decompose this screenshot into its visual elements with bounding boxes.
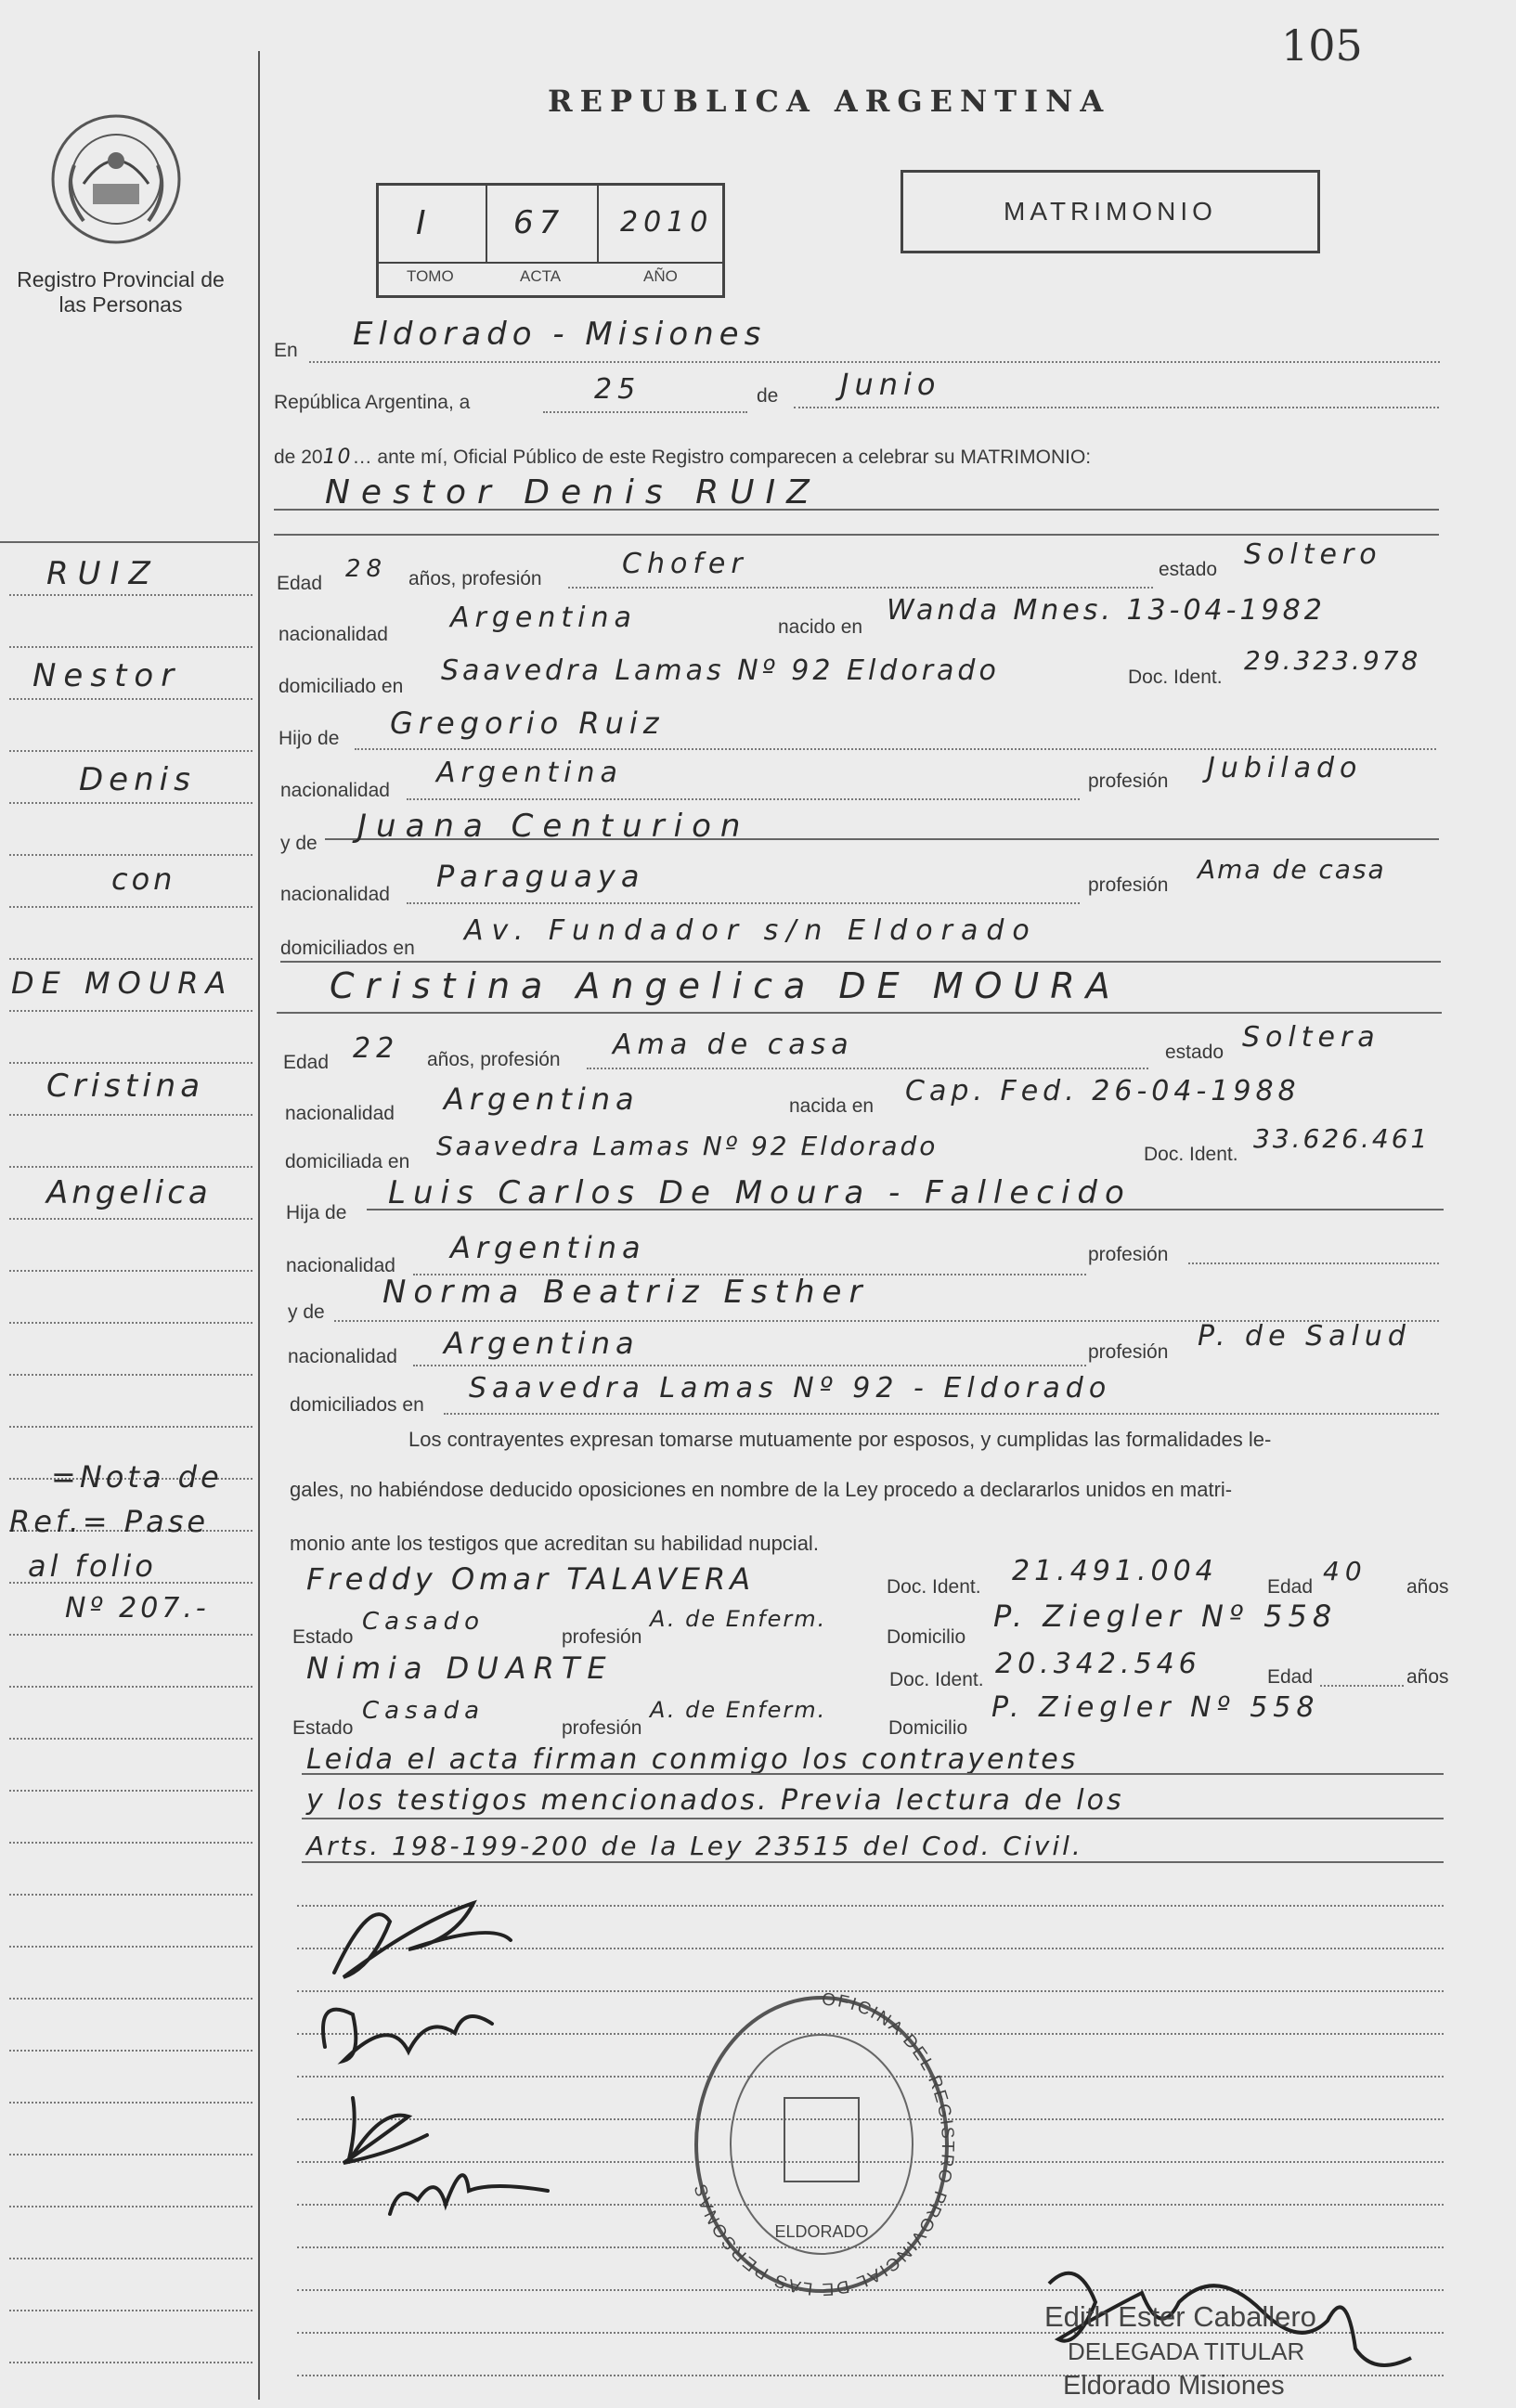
- witness2-doc-label: Doc. Ident.: [889, 1669, 984, 1690]
- statement-line-1: Los contrayentes expresan tomarse mutuamente por esposos, y cumplidas las formalidades le-: [408, 1428, 1272, 1451]
- closing-line-3: Arts. 198-199-200 de la Ley 23515 del Cod. Civil.: [306, 1831, 1083, 1861]
- margin-note-surname: RUIZ: [46, 555, 160, 592]
- witness1-dom-label: Domicilio: [887, 1626, 966, 1648]
- margin-ruled-line: [9, 1686, 253, 1688]
- bride-nac-label: nacionalidad: [285, 1103, 395, 1124]
- margin-ruled-line: [9, 1374, 253, 1376]
- groom-padre-nac-label: nacionalidad: [280, 780, 390, 801]
- bride-madre-prof: P. de Salud: [1198, 1320, 1411, 1353]
- bride-dom-label: domiciliada en: [285, 1151, 410, 1172]
- tomo-label: TOMO: [407, 267, 454, 285]
- side-note-line-2: Ref.= Pase: [9, 1504, 210, 1539]
- month: Junio: [840, 367, 941, 402]
- groom-nacionalidad: Argentina: [450, 602, 637, 634]
- year-suffix: 10: [322, 446, 353, 469]
- official-name: Edith Ester Caballero: [1044, 2300, 1316, 2333]
- stamp-ring-text: OFICINA DEL REGISTRO PROVINCIAL DE LAS PERSONAS: [691, 1989, 958, 2299]
- official-place: Eldorado Misiones: [1063, 2371, 1285, 2401]
- side-note-line-1: =Nota de: [51, 1459, 223, 1495]
- margin-ruled-line: [9, 2102, 253, 2104]
- bride-padre-prof-label: profesión: [1088, 1244, 1169, 1265]
- margin-ruled-line: [9, 2310, 253, 2311]
- witness1-name: Freddy Omar TALAVERA: [306, 1561, 756, 1597]
- margin-ruled-line: [9, 1322, 253, 1324]
- bride-estado: Soltera: [1242, 1021, 1380, 1054]
- margin-ruled-line: [9, 2362, 253, 2363]
- witness2-edad-label: Edad: [1267, 1666, 1314, 1688]
- margin-ruled-line: [9, 1790, 253, 1792]
- groom-madre-prof: Ama de casa: [1198, 854, 1386, 885]
- groom-padre-nac: Argentina: [436, 757, 623, 789]
- bride-padres-dom-label: domiciliados en: [290, 1394, 424, 1416]
- statement-line-2: gales, no habiéndose deducido oposiciones en nombre de la Ley procedo a declararlos unidos en matri-: [290, 1478, 1233, 1501]
- signature-1: [334, 1903, 511, 1977]
- margin-ruled-line: [9, 1270, 253, 1272]
- groom-edad: 28: [345, 555, 388, 583]
- margin-ruled-line: [9, 1062, 253, 1064]
- groom-dom-label: domiciliado en: [279, 676, 404, 697]
- margin-ruled-line: [9, 2154, 253, 2156]
- witness2-name: Nimia DUARTE: [306, 1651, 614, 1686]
- margin-ruled-line: [9, 698, 253, 700]
- groom-nacido-label: nacido en: [778, 616, 863, 638]
- witness2-dom-label: Domicilio: [888, 1717, 968, 1739]
- place: Eldorado - Misiones: [353, 316, 767, 353]
- witness2-estado: Casada: [362, 1697, 486, 1725]
- witness2-anos-label: años: [1406, 1666, 1449, 1688]
- closing-line-2: y los testigos mencionados. Previa lectura de los: [306, 1784, 1124, 1817]
- margin-ruled-line: [9, 1634, 253, 1636]
- witness2-prof-label: profesión: [562, 1717, 642, 1739]
- acta-label: ACTA: [520, 267, 562, 285]
- groom-nacido: Wanda Mnes. 13-04-1982: [887, 594, 1326, 627]
- bride-padre-nac-label: nacionalidad: [286, 1255, 395, 1276]
- groom-yde-label: y de: [280, 833, 317, 854]
- year-prefix: de 20: [274, 447, 323, 468]
- declaration: ante mí, Oficial Público de este Registro comparecen a celebrar su MATRIMONIO:: [377, 447, 1092, 468]
- margin-ruled-line: [9, 2050, 253, 2052]
- groom-hijo-label: Hijo de: [279, 728, 340, 749]
- bride-madre: Norma Beatriz Esther: [382, 1274, 870, 1311]
- bride-edad-label: Edad: [283, 1052, 330, 1073]
- witness1-doc: 21.491.004: [1012, 1555, 1218, 1587]
- witness1-doc-label: Doc. Ident.: [887, 1576, 981, 1598]
- margin-note-bride-surname: DE MOURA: [11, 965, 234, 1001]
- closing-line-1: Leida el acta firman conmigo los contrayentes: [306, 1743, 1079, 1776]
- margin-ruled-line: [9, 1010, 253, 1012]
- bride-nacida: Cap. Fed. 26-04-1988: [905, 1075, 1301, 1107]
- groom-name-header: Nestor Denis RUIZ: [325, 473, 821, 511]
- margin-ruled-line: [9, 750, 253, 752]
- bride-name-header: Cristina Angelica DE MOURA: [330, 965, 1121, 1006]
- bride-edad: 22: [353, 1032, 400, 1065]
- official-title: DELEGADA TITULAR: [1068, 2337, 1305, 2365]
- witness2-profesion: A. de Enferm.: [650, 1697, 827, 1723]
- margin-note-con: con: [111, 861, 176, 897]
- registry-name: Registro Provincial de las Personas: [17, 267, 225, 317]
- signature-2: [323, 2010, 492, 2061]
- de-label: de: [757, 385, 779, 407]
- margin-ruled-line: [9, 802, 253, 804]
- act-type-box: [901, 170, 1320, 253]
- side-note-line-4: Nº 207.-: [65, 1592, 210, 1625]
- bride-doc: 33.626.461: [1253, 1123, 1431, 1154]
- groom-nac-label: nacionalidad: [279, 624, 388, 645]
- bride-madre-nac-label: nacionalidad: [288, 1346, 397, 1367]
- margin-ruled-line: [9, 1998, 253, 2000]
- side-note-line-3: al folio: [28, 1548, 157, 1584]
- groom-estado: Soltero: [1244, 538, 1382, 571]
- margin-ruled-line: [9, 854, 253, 856]
- groom-padre-prof: Jubilado: [1207, 752, 1363, 784]
- margin-note-bride-firstname: Cristina: [46, 1068, 205, 1105]
- bride-doc-label: Doc. Ident.: [1144, 1144, 1238, 1165]
- margin-note-bride-secondname: Angelica: [46, 1174, 212, 1211]
- signatures: [306, 1884, 585, 2237]
- province-seal: [46, 110, 186, 249]
- margin-ruled-line: [9, 2258, 253, 2259]
- bride-hija-label: Hija de: [286, 1202, 347, 1223]
- margin-ruled-line: [9, 1426, 253, 1428]
- witness1-domicilio: P. Ziegler Nº 558: [993, 1599, 1338, 1634]
- margin-ruled-line: [9, 906, 253, 908]
- bride-domicilio: Saavedra Lamas Nº 92 Eldorado: [436, 1131, 939, 1161]
- groom-madre-nac: Paraguaya: [436, 859, 645, 894]
- margin-ruled-line: [9, 1166, 253, 1168]
- margin-ruled-line: [9, 1894, 253, 1896]
- groom-profesion: Chofer: [622, 548, 748, 580]
- groom-padres-dom: Av. Fundador s/n Eldorado: [464, 914, 1038, 947]
- margin-ruled-line: [9, 1946, 253, 1948]
- margin-ruled-line: [9, 1218, 253, 1220]
- groom-madre-nac-label: nacionalidad: [280, 884, 390, 905]
- groom-doc-label: Doc. Ident.: [1128, 667, 1223, 688]
- bride-padre: Luis Carlos De Moura - Fallecido: [388, 1174, 1132, 1211]
- witness2-domicilio: P. Ziegler Nº 558: [991, 1691, 1320, 1724]
- republica-label: República Argentina, a: [274, 392, 471, 413]
- statement-line-3: monio ante los testigos que acreditan su habilidad nupcial.: [290, 1532, 819, 1555]
- witness2-estado-label: Estado: [292, 1717, 354, 1739]
- seal-icon: [46, 110, 186, 249]
- bride-padres-dom: Saavedra Lamas Nº 92 - Eldorado: [469, 1372, 1112, 1405]
- groom-domicilio: Saavedra Lamas Nº 92 Eldorado: [441, 654, 1000, 687]
- bride-anos-label: años, profesión: [427, 1049, 561, 1070]
- margin-ruled-line: [9, 1114, 253, 1116]
- signature-3: [343, 2098, 427, 2163]
- stamp-place: ELDORADO: [774, 2222, 869, 2241]
- groom-doc: 29.323.978: [1244, 645, 1421, 676]
- groom-anos-label: años, profesión: [408, 568, 542, 589]
- day: 25: [594, 373, 641, 406]
- witness1-estado-label: Estado: [292, 1626, 354, 1648]
- document-title: REPUBLICA ARGENTINA: [548, 84, 1111, 119]
- bride-madre-nac: Argentina: [444, 1326, 640, 1361]
- act-type: MATRIMONIO: [1004, 197, 1217, 226]
- acta-value: 67: [513, 204, 565, 241]
- witness2-doc: 20.342.546: [995, 1648, 1201, 1680]
- groom-padres-dom-label: domiciliados en: [280, 938, 415, 959]
- bride-madre-prof-label: profesión: [1088, 1341, 1169, 1363]
- bride-yde-label: y de: [288, 1301, 325, 1323]
- groom-estado-label: estado: [1159, 559, 1218, 580]
- groom-madre: Juana Centurion: [357, 808, 750, 845]
- witness1-profesion: A. de Enferm.: [650, 1606, 827, 1632]
- margin-note-firstname: Nestor: [32, 657, 182, 694]
- bride-nacida-label: nacida en: [789, 1095, 875, 1117]
- margin-ruled-line: [9, 1738, 253, 1740]
- page-number: 105: [1281, 20, 1363, 71]
- margin-ruled-line: [9, 646, 253, 648]
- tomo-value: I: [416, 204, 432, 242]
- registry-stamp: [682, 1968, 961, 2302]
- margin-note-secondname: Denis: [79, 761, 196, 798]
- ano-value: 2010: [620, 206, 714, 239]
- groom-edad-label: Edad: [277, 573, 323, 594]
- witness1-prof-label: profesión: [562, 1626, 642, 1648]
- bride-profesion: Ama de casa: [613, 1029, 854, 1061]
- margin-rule: [258, 51, 260, 2400]
- margin-ruled-line: [9, 2206, 253, 2207]
- groom-padre-prof-label: profesión: [1088, 770, 1169, 792]
- witness1-estado: Casado: [362, 1608, 485, 1636]
- ano-label: AÑO: [643, 267, 678, 285]
- margin-ruled-line: [9, 594, 253, 596]
- groom-madre-prof-label: profesión: [1088, 874, 1169, 896]
- witness1-edad-label: Edad: [1267, 1576, 1314, 1598]
- witness1-anos-label: años: [1406, 1576, 1449, 1598]
- en-label: En: [274, 340, 298, 361]
- groom-padre: Gregorio Ruiz: [390, 706, 665, 741]
- witness1-edad: 40: [1323, 1556, 1367, 1586]
- signature-4: [390, 2175, 548, 2214]
- intro-year-line: de 2010… ante mí, Oficial Público de este Registro comparecen a celebrar su MATRIMONIO:: [274, 446, 1092, 469]
- margin-ruled-line: [9, 958, 253, 960]
- bride-padre-nac: Argentina: [450, 1230, 646, 1265]
- bride-estado-label: estado: [1165, 1042, 1224, 1063]
- bride-nacionalidad: Argentina: [444, 1081, 640, 1117]
- margin-ruled-line: [9, 1842, 253, 1844]
- record-box: [376, 183, 725, 298]
